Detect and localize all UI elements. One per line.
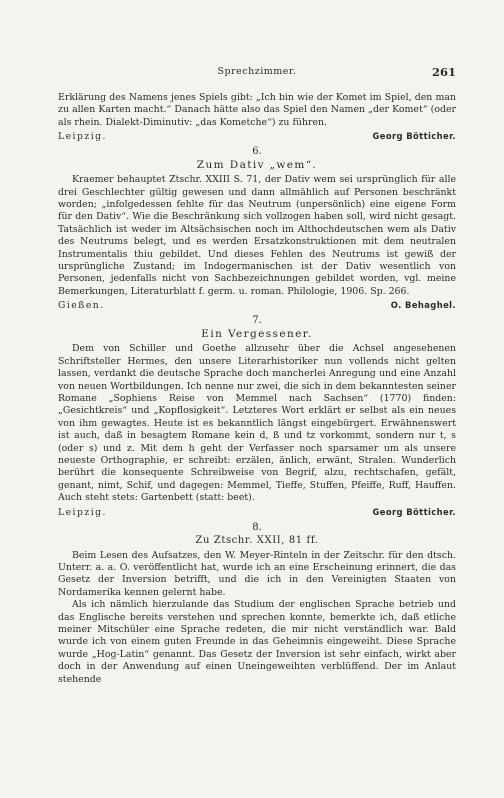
signature-name: Georg Bötticher. [372,506,456,517]
paragraph: Als ich nämlich hierzulande das Studium der englischen Sprache betrieb und das Englische bereits verstehen und sprechen konnte, bemerkte ich, daß etliche meiner Mitschüler eine Sprache redeten, die mir nicht verständlich war. Bald wurde ich von einem guten Freunde in das Geheimnis eingeweiht. Diese Sprache wurde „Hog-Latin“ genannt. Das Gesetz der Inversion ist sehr einfach, wirkt aber doch in der Anwendung auf einen Uneingeweihten verblüffend. Der im Anlaut stehende [58,599,456,685]
page-body [58,92,456,686]
running-title: Sprechzimmer. [217,66,297,77]
section-title: Zu Ztschr. XXII, 81 ff. [195,534,319,546]
section-continued [58,92,456,143]
section-8 [58,521,456,686]
page-number: 261 [431,65,456,79]
section-7 [58,314,456,518]
signature-name: O. Behaghel. [390,300,456,311]
paragraph: Erklärung des Namens jenes Spiels gibt: „Ich bin wie der Komet im Spiel, den man zu allen Karten macht.“ Danach hätte also das Spiel den Namen „der Komet“ (oder als rhein. Dialekt-Diminutiv: „das Kometche“) zu führen. [58,92,456,128]
signature [58,130,456,143]
signature-place: Leipzig. [58,506,107,518]
section-title: Ein Vergessener. [201,328,313,341]
section-number: 6. [252,146,262,158]
section-number: 7. [252,315,262,327]
section-title: Zum Dativ „wem“. [196,159,318,172]
signature-name: Georg Bötticher. [372,131,456,142]
signature-place: Gießen. [58,300,105,312]
paragraph: Dem von Schiller und Goethe allzusehr über die Achsel angesehenen Schriftsteller Hermes, den unsere Literarhistoriker nun vollends nicht gelten lassen, verdankt die deutsche Sprache doch mancherlei Anregung und eine Anzahl von neuen Wortbildungen. Ich nenne nur zwei, die sich in dem bekanntesten seiner Romane „Sophiens Reise von Memmel nach Sachsen“ (1770) finden: „Gesichtkreis“ und „Kopflosigkeit“. Letzteres Wort erklärt er selbst als ein neues von ihm gewagtes. Heute ist es bekanntlich längst eingebürgert. Erwähnenswert ist auch, daß in besagtem Romane kein d, ß und tz vorkommt, sondern nur t, s (oder s) und z. Mit dem h geht der Verfasser noch sparsamer um als unsere neueste Orthographie, er schreibt: erzälen, änlich, erwänt, Stralen. Wunderlich berührt die konsequente Schreibweise von Begrif, alzu, rechtschafen, gefält, genant, nimt, Schif, und dagegen: Memmel, Tieffe, Stuffen, Pfeiffe, Ruff, Hauffen. Auch steht stets: Gartenbett (statt: beet). [58,343,456,504]
paragraph: Kraemer behauptet Ztschr. XXIII S. 71, der Dativ wem sei ursprünglich für alle drei Geschlechter gültig gewesen und dann allmählich auf Personen beschränkt worden; „infolgedessen fehlte für das Neutrum (unpersönlich) eine eigene Form für den Dativ“. Wie die Beschränkung sich vollzogen haben soll, wird nicht gesagt. Tatsächlich ist weder im Altsächsischen noch im Althochdeutschen wem als Dativ des Neutrums belegt, und es werden Ersatzkonstruktionen mit dem neutralen Instrumentalis thiu gebildet. Und dieses Fehlen des Neutrums ist gewiß der ursprüngliche Zustand; im Indogermanischen ist der Dativ wesentlich von Personen, jedenfalls nicht von Sachbezeichnungen gebildet worden, vgl. meine Bemerkungen, Literaturblatt f. germ. u. roman. Philologie, 1906. Sp. 266. [58,174,456,297]
paragraph: Beim Lesen des Aufsatzes, den W. Meyer-Rinteln in der Zeitschr. für den dtsch. Unterr. a. a. O. veröffentlicht hat, wurde ich an eine Erscheinung erinnert, die das Gesetz der Inversion betrifft, und die ich in den Vereinigten Staaten von Nordamerika kennen gelernt habe. [58,549,456,598]
section-6 [58,145,456,312]
section-number: 8. [252,521,262,533]
signature [58,506,456,519]
signature [58,299,456,312]
running-head [58,66,456,80]
signature-place: Leipzig. [58,131,107,143]
